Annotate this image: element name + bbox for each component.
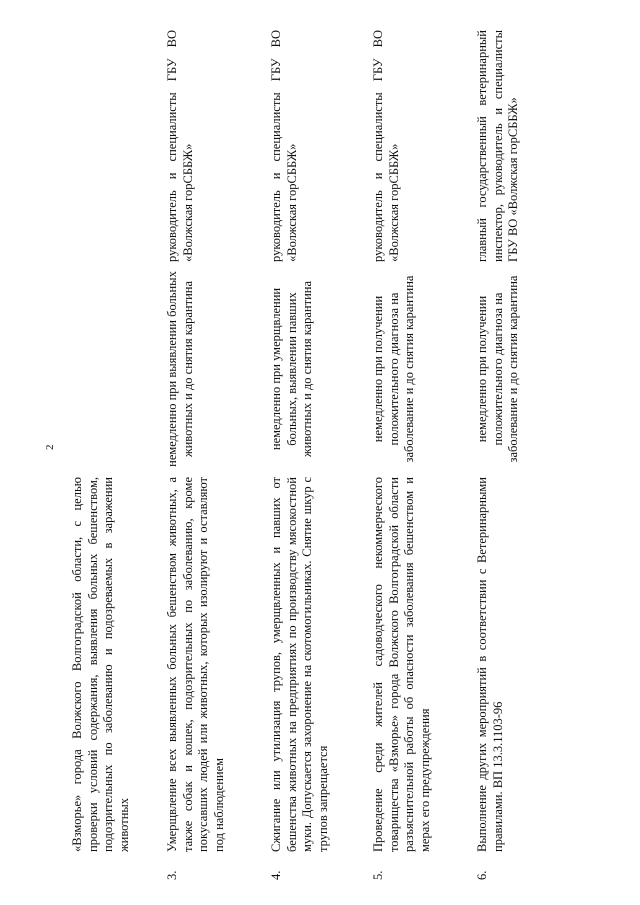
measure-responsible: главный государственный ветеринарный инспектор, руководитель и специалисты ГБУ ВО «Волжская горСББЖ» bbox=[475, 30, 520, 262]
measure-responsible: руководитель и специалисты ГБУ ВО «Волжская горСББЖ» bbox=[165, 30, 195, 262]
measure-description: Проведение среди жителей садоводческого некоммерческого товарищества «Взморье» города Волжского Волгоградской области разъяснительной работы об опасности заболевания бешенством и мерах его предупреждения bbox=[371, 477, 432, 852]
measure-responsible: руководитель и специалисты ГБУ ВО «Волжская горСББЖ» bbox=[371, 30, 401, 262]
measure-description: «Взморье» города Волжского Волгоградской области, с целью проверки условий содержания, выявления больных бешенством, подозрительных по заболеванию и подозреваемых в заражении животных bbox=[70, 477, 131, 852]
measure-timing: немедленно при получении положительного диагноза на заболевание и до снятия карантина bbox=[371, 275, 416, 463]
measure-description: Умерщвление всех выявленных больных бешенством животных, а также собак и кошек, подозрительных по заболеванию, кроме покусавших людей или животных, которых изолируют и оставляют под наблюдением bbox=[165, 477, 226, 852]
measure-timing: немедленно при получении положительного диагноза на заболевание и до снятия карантина bbox=[475, 275, 520, 463]
measure-responsible: руководитель и специалисты ГБУ ВО «Волжская горСББЖ» bbox=[269, 30, 299, 262]
row-number: 3. bbox=[165, 870, 179, 880]
measure-description: Выполнение других мероприятий в соответствии с Ветеринарными правилами. ВП 13.3.1103-96 bbox=[475, 477, 505, 852]
measure-description: Сжигание или утилизация трупов, умерщвленных и павших от бешенства животных на предприятиях по производству мясокостной муки. Допускается захоронение на скотомогильниках. Снятие шкур с трупов запрещается bbox=[269, 477, 330, 852]
measures-table bbox=[65, 30, 525, 880]
page-number: 2 bbox=[44, 444, 56, 450]
measure-timing: немедленно при выявлении больных животных и до снятия карантина bbox=[165, 271, 195, 467]
row-number: 5. bbox=[371, 870, 385, 880]
row-number: 4. bbox=[269, 870, 283, 880]
measure-timing: немедленно при умерщвлении больных, выявлении павших животных и до снятия карантина bbox=[269, 280, 314, 458]
row-number: 6. bbox=[475, 870, 489, 880]
